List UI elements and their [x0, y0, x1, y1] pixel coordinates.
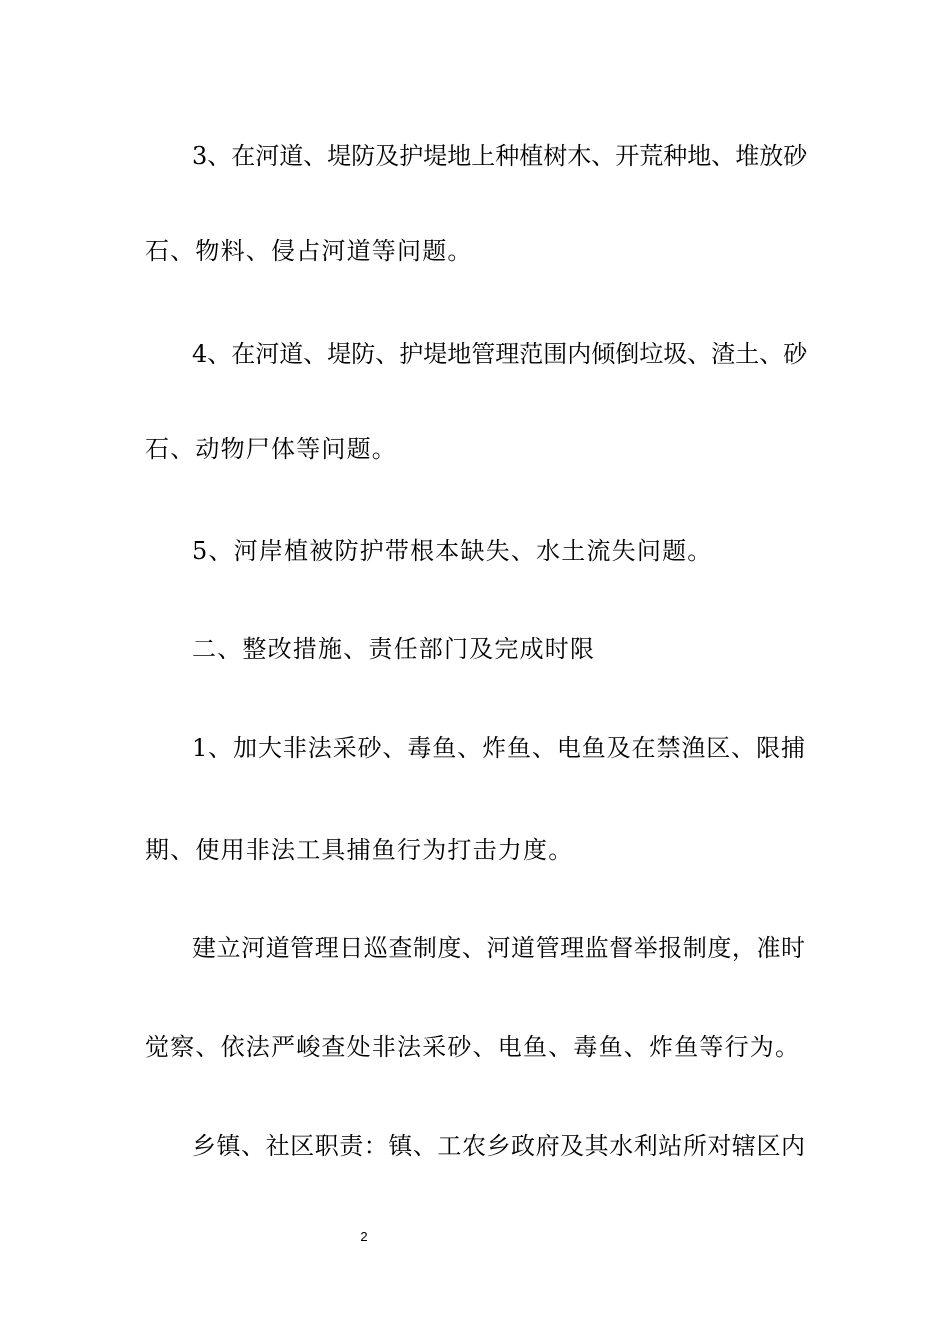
paragraph-line: 期、使用非法工具捕鱼行为打击力度。: [145, 836, 574, 864]
paragraph-line: 1、加大非法采砂、毒鱼、炸鱼、电鱼及在禁渔区、限捕: [192, 734, 805, 762]
paragraph-line: 乡镇、社区职责：镇、工农乡政府及其水利站所对辖区内: [192, 1132, 805, 1160]
paragraph-line: 石、动物尸体等问题。: [145, 435, 397, 463]
paragraph-line: 建立河道管理日巡查制度、河道管理监督举报制度，准时: [192, 934, 805, 962]
paragraph-line: 觉察、依法严峻查处非法采砂、电鱼、毒鱼、炸鱼等行为。: [145, 1033, 801, 1061]
section-heading: 二、整改措施、责任部门及完成时限: [192, 635, 596, 663]
paragraph-line: 4、在河道、堤防、护堤地管理范围内倾倒垃圾、渣土、砂: [192, 340, 808, 368]
paragraph-line: 5、河岸植被防护带根本缺失、水土流失问题。: [192, 537, 713, 565]
paragraph-line: 石、物料、侵占河道等问题。: [145, 237, 473, 265]
page-number: 2: [360, 1229, 368, 1244]
paragraph-line: 3、在河道、堤防及护堤地上种植树木、开荒种地、堆放砂: [192, 142, 808, 170]
